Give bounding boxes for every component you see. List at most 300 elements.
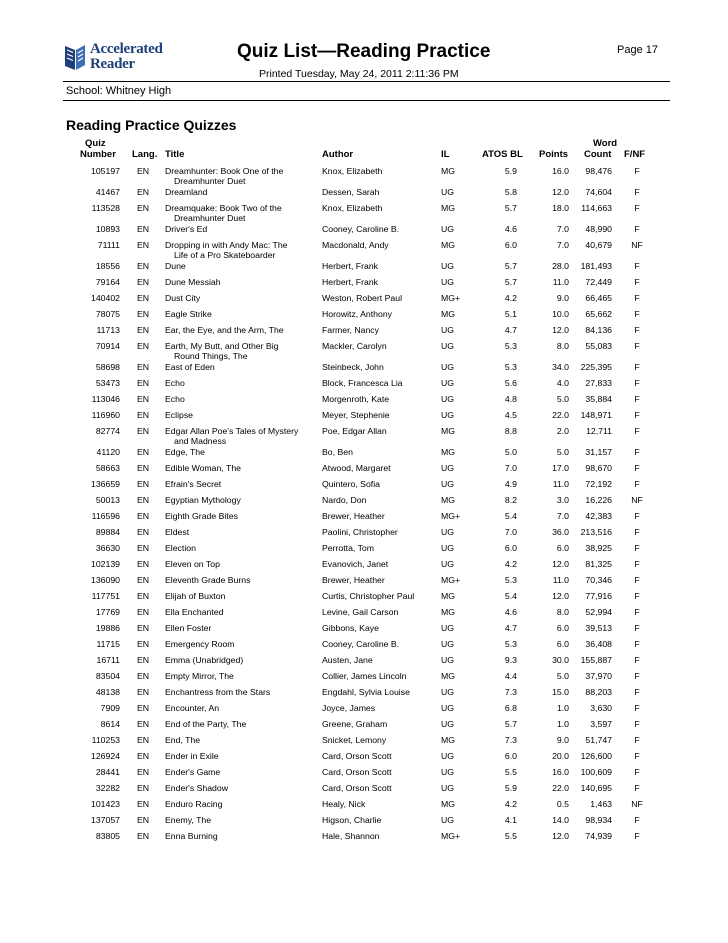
cell-atos-bl: 5.9 <box>504 783 517 793</box>
cell-language: EN <box>137 261 150 271</box>
cell-language: EN <box>137 394 150 404</box>
table-row <box>63 829 670 845</box>
cell-points: 12.0 <box>552 325 569 335</box>
col-atos-bl: ATOS BL <box>482 149 523 160</box>
cell-points: 6.0 <box>556 639 569 649</box>
cell-author: Card, Orson Scott <box>322 783 392 793</box>
title-line1: Enchantress from the Stars <box>165 687 271 697</box>
cell-quiz-number: 110253 <box>91 735 120 745</box>
title-line1: Emma (Unabridged) <box>165 655 244 665</box>
cell-atos-bl: 4.7 <box>504 325 517 335</box>
title-line1: Eleven on Top <box>165 559 220 569</box>
table-row <box>63 669 670 685</box>
col-lang: Lang. <box>132 149 158 160</box>
cell-interest-level: UG <box>441 543 455 553</box>
cell-language: EN <box>137 639 150 649</box>
table-row <box>63 781 670 797</box>
cell-word-count: 74,939 <box>585 831 612 841</box>
cell-fiction-nonfiction: F <box>634 426 640 436</box>
cell-interest-level: UG <box>441 783 455 793</box>
table-row <box>63 259 670 275</box>
cell-fiction-nonfiction: F <box>634 479 640 489</box>
cell-author: Weston, Robert Paul <box>322 293 402 303</box>
cell-author: Curtis, Christopher Paul <box>322 591 415 601</box>
cell-title <box>165 225 313 235</box>
cell-atos-bl: 5.3 <box>504 575 517 585</box>
title-line1: Enduro Racing <box>165 799 223 809</box>
title-line1: Dune Messiah <box>165 277 221 287</box>
cell-atos-bl: 6.0 <box>504 751 517 761</box>
cell-interest-level: UG <box>441 394 455 404</box>
cell-interest-level: UG <box>441 224 455 234</box>
cell-title <box>165 624 313 634</box>
cell-quiz-number: 53473 <box>95 378 120 388</box>
cell-author: Collier, James Lincoln <box>322 671 407 681</box>
cell-author: Atwood, Margaret <box>322 463 391 473</box>
col-word-count-line2: Count <box>584 149 612 160</box>
cell-author: Brewer, Heather <box>322 575 385 585</box>
cell-fiction-nonfiction: F <box>634 463 640 473</box>
table-row <box>63 275 670 291</box>
cell-word-count: 35,884 <box>585 394 612 404</box>
table-row <box>63 765 670 781</box>
cell-fiction-nonfiction: F <box>634 559 640 569</box>
title-line1: East of Eden <box>165 362 215 372</box>
cell-atos-bl: 4.5 <box>504 410 517 420</box>
cell-quiz-number: 137057 <box>91 815 120 825</box>
cell-quiz-number: 79164 <box>95 277 120 287</box>
cell-fiction-nonfiction: F <box>634 325 640 335</box>
cell-word-count: 100,609 <box>580 767 612 777</box>
cell-language: EN <box>137 543 150 553</box>
cell-atos-bl: 5.3 <box>504 639 517 649</box>
cell-language: EN <box>137 591 150 601</box>
cell-language: EN <box>137 831 150 841</box>
cell-points: 11.0 <box>552 479 569 489</box>
table-header <box>63 137 670 164</box>
cell-title <box>165 720 313 730</box>
table-row <box>63 621 670 637</box>
cell-points: 15.0 <box>552 687 569 697</box>
cell-atos-bl: 5.3 <box>504 341 517 351</box>
cell-title <box>165 262 313 272</box>
cell-quiz-number: 82774 <box>95 426 120 436</box>
title-line1: Eighth Grade Bites <box>165 511 238 521</box>
cell-fiction-nonfiction: F <box>634 623 640 633</box>
table-row <box>63 185 670 201</box>
cell-fiction-nonfiction: F <box>634 309 640 319</box>
cell-language: EN <box>137 240 150 250</box>
cell-quiz-number: 102139 <box>91 559 120 569</box>
cell-fiction-nonfiction: F <box>634 187 640 197</box>
title-line1: Edge, The <box>165 447 205 457</box>
cell-points: 30.0 <box>552 655 569 665</box>
cell-language: EN <box>137 293 150 303</box>
cell-interest-level: MG+ <box>441 511 461 521</box>
cell-quiz-number: 16711 <box>96 655 120 665</box>
title-line1: End, The <box>165 735 201 745</box>
table-row <box>63 392 670 408</box>
cell-word-count: 70,346 <box>585 575 612 585</box>
cell-language: EN <box>137 527 150 537</box>
cell-word-count: 140,695 <box>580 783 612 793</box>
cell-interest-level: MG <box>441 309 455 319</box>
cell-points: 16.0 <box>552 166 569 176</box>
cell-quiz-number: 70914 <box>95 341 120 351</box>
cell-atos-bl: 5.7 <box>504 203 517 213</box>
cell-fiction-nonfiction: F <box>634 543 640 553</box>
cell-points: 5.0 <box>556 394 569 404</box>
cell-interest-level: MG <box>441 735 455 745</box>
cell-language: EN <box>137 463 150 473</box>
title-line1: Earth, My Butt, and Other Big <box>165 341 279 351</box>
cell-fiction-nonfiction: F <box>634 378 640 388</box>
cell-fiction-nonfiction: F <box>634 591 640 601</box>
table-row <box>63 509 670 525</box>
table-row <box>63 637 670 653</box>
cell-interest-level: MG+ <box>441 575 461 585</box>
cell-points: 7.0 <box>556 240 569 250</box>
col-word-count-line1: Word <box>593 138 618 149</box>
table-row <box>63 813 670 829</box>
title-line1: Edgar Allan Poe's Tales of Mystery <box>165 426 299 436</box>
cell-title <box>165 832 313 842</box>
cell-atos-bl: 5.7 <box>504 719 517 729</box>
cell-author: Snicket, Lemony <box>322 735 387 745</box>
cell-interest-level: MG <box>441 166 455 176</box>
title-line1: Ellen Foster <box>165 623 212 633</box>
cell-word-count: 42,383 <box>585 511 612 521</box>
cell-author: Knox, Elizabeth <box>322 203 383 213</box>
cell-quiz-number: 101423 <box>91 799 120 809</box>
cell-atos-bl: 5.7 <box>504 277 517 287</box>
cell-interest-level: UG <box>441 341 455 351</box>
cell-atos-bl: 5.1 <box>504 309 517 319</box>
cell-word-count: 40,679 <box>585 240 612 250</box>
cell-author: Card, Orson Scott <box>322 767 392 777</box>
cell-interest-level: UG <box>441 559 455 569</box>
cell-language: EN <box>137 559 150 569</box>
cell-quiz-number: 17769 <box>95 607 120 617</box>
title-line1: Driver's Ed <box>165 224 208 234</box>
cell-language: EN <box>137 703 150 713</box>
cell-quiz-number: 83805 <box>95 831 120 841</box>
cell-fiction-nonfiction: F <box>634 639 640 649</box>
cell-interest-level: MG+ <box>441 831 461 841</box>
cell-word-count: 3,630 <box>590 703 612 713</box>
cell-word-count: 77,916 <box>585 591 612 601</box>
cell-fiction-nonfiction: F <box>634 767 640 777</box>
cell-word-count: 38,925 <box>585 543 612 553</box>
table-row <box>63 461 670 477</box>
cell-fiction-nonfiction: F <box>634 735 640 745</box>
cell-author: Austen, Jane <box>322 655 373 665</box>
cell-title <box>165 395 313 405</box>
cell-quiz-number: 19886 <box>95 623 120 633</box>
cell-fiction-nonfiction: NF <box>631 495 643 505</box>
cell-atos-bl: 5.5 <box>504 767 517 777</box>
table-row <box>63 424 670 445</box>
cell-quiz-number: 136659 <box>91 479 120 489</box>
table-row <box>63 605 670 621</box>
cell-fiction-nonfiction: F <box>634 719 640 729</box>
cell-word-count: 31,157 <box>585 447 612 457</box>
cell-fiction-nonfiction: F <box>634 703 640 713</box>
cell-title <box>165 204 313 223</box>
cell-word-count: 72,449 <box>585 277 612 287</box>
title-line1: Eclipse <box>165 410 194 420</box>
cell-language: EN <box>137 687 150 697</box>
cell-atos-bl: 7.3 <box>504 735 517 745</box>
cell-word-count: 84,136 <box>585 325 612 335</box>
cell-atos-bl: 8.8 <box>504 426 517 436</box>
cell-interest-level: UG <box>441 187 455 197</box>
cell-quiz-number: 58698 <box>95 362 120 372</box>
table-row <box>63 222 670 238</box>
cell-quiz-number: 113528 <box>91 203 120 213</box>
cell-title <box>165 528 313 538</box>
cell-atos-bl: 5.4 <box>504 511 517 521</box>
title-line1: Edible Woman, The <box>165 463 241 473</box>
cell-title <box>165 816 313 826</box>
cell-points: 7.0 <box>556 511 569 521</box>
title-line1: Ella Enchanted <box>165 607 224 617</box>
cell-author: Evanovich, Janet <box>322 559 389 569</box>
cell-points: 9.0 <box>556 293 569 303</box>
cell-title <box>165 448 313 458</box>
table-body <box>63 164 670 845</box>
cell-word-count: 39,513 <box>585 623 612 633</box>
cell-quiz-number: 116960 <box>91 410 120 420</box>
cell-atos-bl: 5.0 <box>504 447 517 457</box>
table-row <box>63 323 670 339</box>
cell-fiction-nonfiction: F <box>634 261 640 271</box>
title-line2: Round Things, The <box>174 350 248 361</box>
cell-author: Nardo, Don <box>322 495 367 505</box>
table-row <box>63 525 670 541</box>
cell-atos-bl: 5.5 <box>504 831 517 841</box>
title-line1: Election <box>165 543 196 553</box>
cell-quiz-number: 32282 <box>95 783 120 793</box>
logo-line2: Reader <box>90 56 135 72</box>
cell-fiction-nonfiction: F <box>634 362 640 372</box>
cell-interest-level: UG <box>441 623 455 633</box>
cell-interest-level: UG <box>441 362 455 372</box>
cell-title <box>165 704 313 714</box>
cell-language: EN <box>137 607 150 617</box>
cell-interest-level: MG <box>441 447 455 457</box>
cell-author: Bo, Ben <box>322 447 353 457</box>
cell-interest-level: MG <box>441 671 455 681</box>
cell-fiction-nonfiction: F <box>634 203 640 213</box>
cell-word-count: 1,463 <box>590 799 612 809</box>
cell-title <box>165 544 313 554</box>
table-row <box>63 797 670 813</box>
cell-interest-level: UG <box>441 703 455 713</box>
table-row <box>63 685 670 701</box>
cell-quiz-number: 28441 <box>95 767 120 777</box>
table-row <box>63 573 670 589</box>
cell-points: 0.5 <box>556 799 569 809</box>
cell-author: Poe, Edgar Allan <box>322 426 387 436</box>
table-row <box>63 541 670 557</box>
cell-title <box>165 480 313 490</box>
table-row <box>63 733 670 749</box>
cell-interest-level: UG <box>441 261 455 271</box>
cell-word-count: 65,662 <box>585 309 612 319</box>
cell-word-count: 51,747 <box>585 735 612 745</box>
cell-language: EN <box>137 511 150 521</box>
table-row <box>63 701 670 717</box>
cell-word-count: 225,395 <box>580 362 612 372</box>
title-line1: End of the Party, The <box>165 719 247 729</box>
title-line1: Dropping in with Andy Mac: The <box>165 240 288 250</box>
cell-title <box>165 656 313 666</box>
cell-author: Perrotta, Tom <box>322 543 374 553</box>
col-fnf: F/NF <box>624 149 646 160</box>
cell-atos-bl: 9.3 <box>504 655 517 665</box>
cell-author: Herbert, Frank <box>322 261 379 271</box>
cell-atos-bl: 5.9 <box>504 166 517 176</box>
cell-fiction-nonfiction: F <box>634 831 640 841</box>
cell-title <box>165 672 313 682</box>
cell-quiz-number: 48138 <box>95 687 120 697</box>
cell-language: EN <box>137 815 150 825</box>
table-row <box>63 291 670 307</box>
cell-language: EN <box>137 783 150 793</box>
cell-interest-level: MG <box>441 495 455 505</box>
cell-language: EN <box>137 224 150 234</box>
cell-author: Dessen, Sarah <box>322 187 380 197</box>
cell-quiz-number: 126924 <box>91 751 120 761</box>
book-logo-icon <box>63 42 87 72</box>
cell-interest-level: UG <box>441 378 455 388</box>
cell-author: Joyce, James <box>322 703 376 713</box>
cell-quiz-number: 78075 <box>95 309 120 319</box>
cell-atos-bl: 7.0 <box>504 463 517 473</box>
title-line1: Eagle Strike <box>165 309 212 319</box>
cell-word-count: 27,833 <box>585 378 612 388</box>
cell-fiction-nonfiction: F <box>634 655 640 665</box>
title-line1: Eleventh Grade Burns <box>165 575 251 585</box>
cell-language: EN <box>137 767 150 777</box>
col-title: Title <box>165 149 185 160</box>
cell-language: EN <box>137 479 150 489</box>
cell-quiz-number: 10893 <box>95 224 120 234</box>
cell-author: Morgenroth, Kate <box>322 394 390 404</box>
cell-title <box>165 363 313 373</box>
cell-points: 1.0 <box>556 703 569 713</box>
cell-interest-level: MG <box>441 799 455 809</box>
title-line1: Encounter, An <box>165 703 220 713</box>
cell-quiz-number: 89884 <box>95 527 120 537</box>
cell-fiction-nonfiction: NF <box>631 240 643 250</box>
title-line1: Dreamquake: Book Two of the <box>165 203 282 213</box>
cell-word-count: 98,476 <box>585 166 612 176</box>
cell-interest-level: MG <box>441 607 455 617</box>
cell-fiction-nonfiction: F <box>634 166 640 176</box>
title-line1: Eldest <box>165 527 190 537</box>
cell-title <box>165 592 313 602</box>
cell-word-count: 3,597 <box>590 719 612 729</box>
title-line1: Ear, the Eye, and the Arm, The <box>165 325 284 335</box>
cell-word-count: 66,465 <box>585 293 612 303</box>
cell-quiz-number: 7909 <box>100 703 120 713</box>
cell-author: Knox, Elizabeth <box>322 166 383 176</box>
cell-interest-level: UG <box>441 719 455 729</box>
cell-quiz-number: 58663 <box>95 463 120 473</box>
cell-language: EN <box>137 495 150 505</box>
title-line1: Elijah of Buxton <box>165 591 226 601</box>
cell-atos-bl: 5.6 <box>504 378 517 388</box>
cell-points: 22.0 <box>552 410 569 420</box>
title-line1: Echo <box>165 378 185 388</box>
cell-atos-bl: 6.0 <box>504 240 517 250</box>
cell-interest-level: MG <box>441 591 455 601</box>
cell-word-count: 181,493 <box>580 261 612 271</box>
title-line1: Echo <box>165 394 185 404</box>
cell-title <box>165 167 313 186</box>
title-line1: Ender in Exile <box>165 751 219 761</box>
cell-interest-level: UG <box>441 479 455 489</box>
cell-atos-bl: 4.7 <box>504 623 517 633</box>
cell-title <box>165 278 313 288</box>
cell-fiction-nonfiction: F <box>634 224 640 234</box>
cell-points: 4.0 <box>556 378 569 388</box>
cell-interest-level: UG <box>441 410 455 420</box>
cell-title <box>165 294 313 304</box>
cell-points: 5.0 <box>556 671 569 681</box>
cell-interest-level: UG <box>441 325 455 335</box>
cell-language: EN <box>137 166 150 176</box>
cell-title <box>165 800 313 810</box>
school-name: School: Whitney High <box>66 85 172 97</box>
cell-fiction-nonfiction: NF <box>631 799 643 809</box>
cell-word-count: 37,970 <box>585 671 612 681</box>
cell-title <box>165 241 313 260</box>
cell-language: EN <box>137 187 150 197</box>
cell-atos-bl: 6.8 <box>504 703 517 713</box>
cell-quiz-number: 116596 <box>91 511 120 521</box>
cell-language: EN <box>137 719 150 729</box>
cell-interest-level: UG <box>441 815 455 825</box>
cell-interest-level: MG+ <box>441 293 461 303</box>
accelerated-reader-logo <box>63 40 183 76</box>
cell-quiz-number: 71111 <box>97 240 120 250</box>
cell-interest-level: UG <box>441 639 455 649</box>
cell-author: Greene, Graham <box>322 719 388 729</box>
table-row <box>63 653 670 669</box>
cell-atos-bl: 4.6 <box>504 607 517 617</box>
title-line1: Egyptian Mythology <box>165 495 241 505</box>
cell-author: Steinbeck, John <box>322 362 384 372</box>
cell-points: 10.0 <box>552 309 569 319</box>
cell-word-count: 88,203 <box>585 687 612 697</box>
cell-points: 12.0 <box>552 831 569 841</box>
cell-points: 8.0 <box>556 341 569 351</box>
cell-title <box>165 379 313 389</box>
cell-interest-level: MG <box>441 203 455 213</box>
cell-fiction-nonfiction: F <box>634 511 640 521</box>
cell-interest-level: UG <box>441 655 455 665</box>
table-row <box>63 493 670 509</box>
table-row <box>63 589 670 605</box>
cell-language: EN <box>137 671 150 681</box>
cell-points: 1.0 <box>556 719 569 729</box>
cell-word-count: 155,887 <box>580 655 612 665</box>
title-line1: Dreamland <box>165 187 208 197</box>
col-quiz-line1: Quiz <box>85 138 106 149</box>
